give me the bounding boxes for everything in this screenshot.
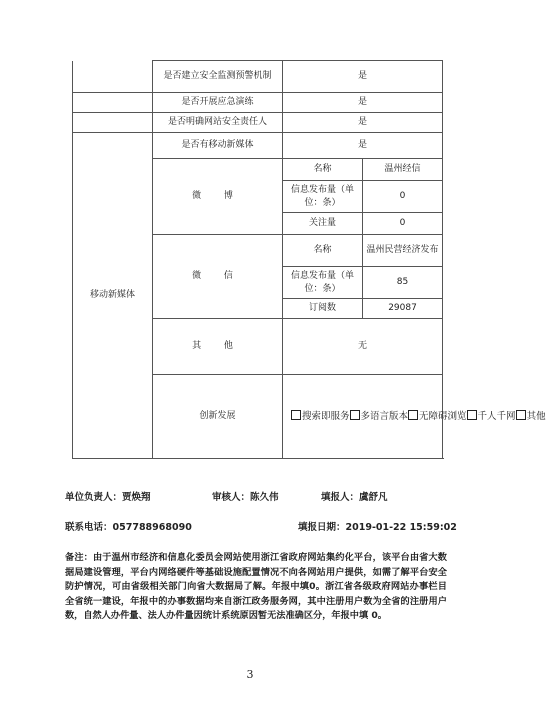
option-accessibility[interactable]: 无障碍浏览	[408, 411, 467, 422]
wechat-label: 微 信	[153, 235, 283, 319]
table-row	[73, 133, 443, 159]
remarks: 备注：由于温州市经济和信息化委员会网站使用浙江省政府网站集约化平台，该平台由省大数据局建设管理，平台内网络硬件等基础设施配置情况不向各网站用户提供，如需了解平台安全防护情况，可由省级相关部门向省大数据局了解。年报中填0。浙江省各级政府网站办事栏目全省统一建设，年报中的办事数据均来自浙江政务服务网，其中注册用户数为全省的注册用户数，自然人办件量、法人办件量因统计系统原因暂无法准确区分，年报中填 0。	[65, 552, 447, 622]
responsible-value: 是	[283, 113, 443, 133]
has-media-label: 是否有移动新媒体	[153, 133, 283, 159]
other-label: 其 他	[153, 319, 283, 375]
reviewer: 审核人：陈久伟	[212, 492, 279, 503]
option-other[interactable]: 其他	[516, 411, 546, 422]
left-blank-cell	[73, 113, 153, 133]
left-blank-cell	[73, 61, 153, 93]
weibo-posts-value: 0	[363, 181, 443, 213]
monitoring-value: 是	[283, 61, 443, 93]
drill-value: 是	[283, 93, 443, 113]
drill-label: 是否开展应急演练	[153, 93, 283, 113]
fill-date: 填报日期：2019-01-22 15:59:02	[298, 522, 457, 533]
wechat-posts-label: 信息发布量（单位：条）	[283, 267, 363, 299]
table-row	[73, 113, 443, 133]
checkbox-icon[interactable]	[350, 410, 360, 420]
page-number: 3	[246, 668, 254, 681]
option-multilingual[interactable]: 多语言版本	[350, 411, 409, 422]
wechat-name-label: 名称	[283, 235, 363, 267]
checkbox-icon[interactable]	[408, 410, 418, 420]
report-table	[72, 60, 546, 459]
table-row	[73, 61, 443, 93]
left-blank-cell	[73, 93, 153, 113]
wechat-name-value: 温州民营经济发布	[363, 235, 443, 267]
table-row	[73, 93, 443, 113]
option-personalized[interactable]: 千人千网	[467, 411, 516, 422]
mobile-media-section-label: 移动新媒体	[73, 133, 153, 459]
weibo-followers-value: 0	[363, 213, 443, 235]
weibo-posts-label: 信息发布量（单位：条）	[283, 181, 363, 213]
other-value: 无	[283, 319, 443, 375]
wechat-subscribers-label: 订阅数	[283, 299, 363, 319]
weibo-name-label: 名称	[283, 159, 363, 181]
innovation-options	[283, 375, 546, 459]
wechat-subscribers-value: 29087	[363, 299, 443, 319]
wechat-posts-value: 85	[363, 267, 443, 299]
unit-head: 单位负责人：贾焕翔	[65, 492, 151, 503]
checkbox-icon[interactable]	[467, 410, 477, 420]
monitoring-label: 是否建立安全监测预警机制	[153, 61, 283, 93]
option-search-service[interactable]: 搜索即服务	[291, 411, 350, 422]
weibo-name-value: 温州经信	[363, 159, 443, 181]
innovation-label: 创新发展	[153, 375, 283, 459]
weibo-followers-label: 关注量	[283, 213, 363, 235]
has-media-value: 是	[283, 133, 443, 159]
checkbox-icon[interactable]	[516, 410, 526, 420]
contact-phone: 联系电话：057788968090	[65, 522, 192, 533]
weibo-label: 微 博	[153, 159, 283, 235]
checkbox-icon[interactable]	[291, 410, 301, 420]
filler: 填报人：虞舒凡	[321, 492, 388, 503]
responsible-label: 是否明确网站安全责任人	[153, 113, 283, 133]
